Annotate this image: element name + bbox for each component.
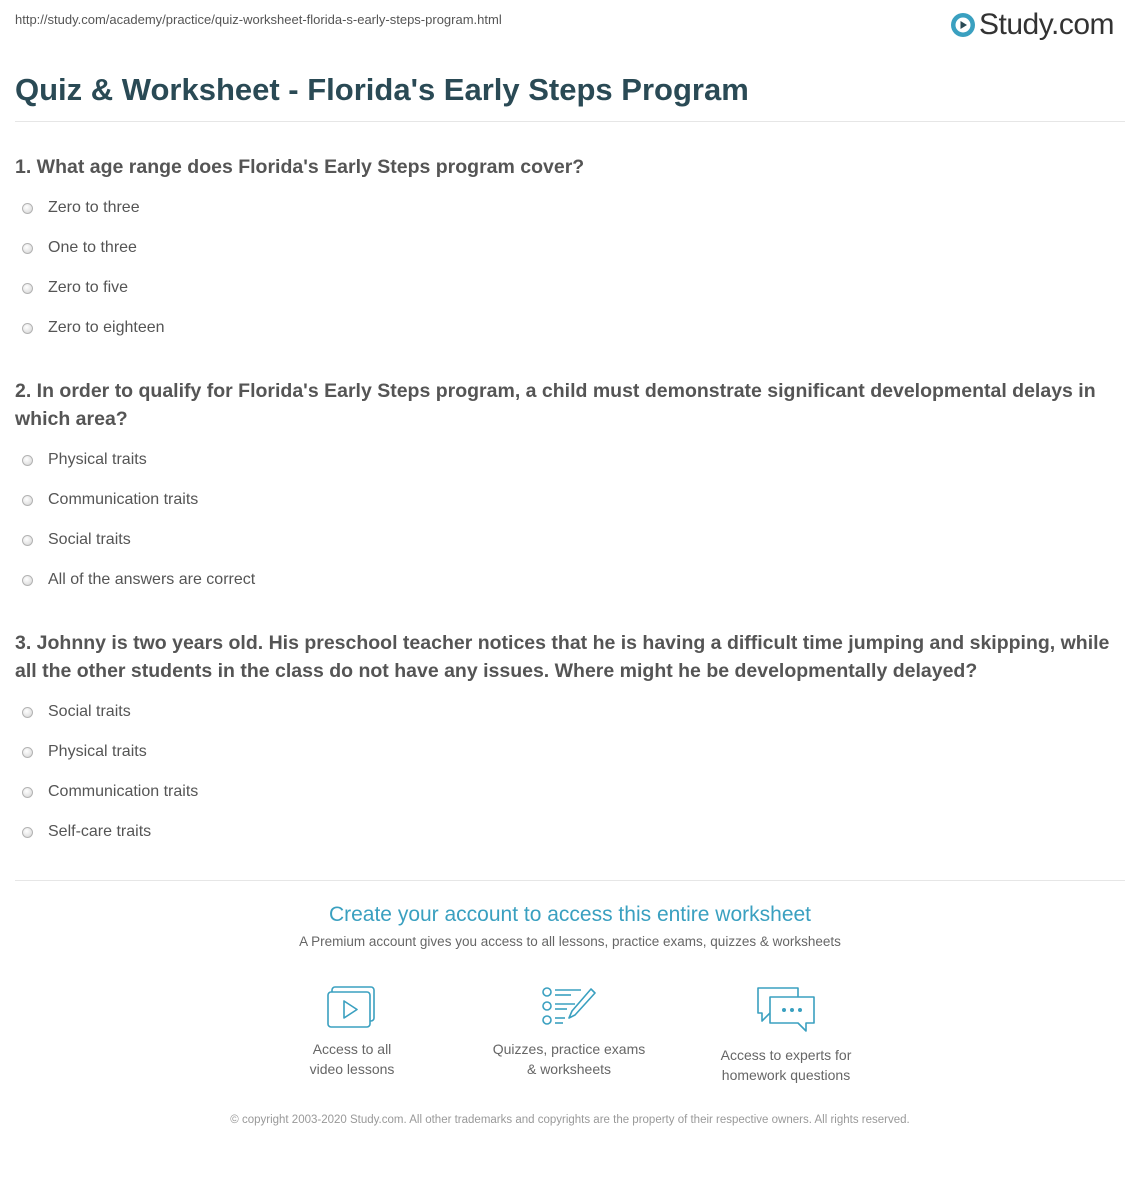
option-label: Zero to eighteen bbox=[48, 319, 165, 336]
study-logo[interactable] bbox=[950, 8, 1114, 42]
q3-option-2[interactable] bbox=[22, 742, 147, 762]
option-label: Physical traits bbox=[48, 451, 147, 468]
q1-option-4[interactable] bbox=[22, 318, 165, 338]
radio-button[interactable] bbox=[22, 243, 33, 254]
question-3: 3. Johnny is two years old. His preschool teacher notices that he is having a difficult time jumping and skipping, while all the other students in the class do not have any issues. Where might he be developmentally delayed? bbox=[15, 632, 1110, 682]
option-label: Communication traits bbox=[48, 783, 199, 800]
question-2: 2. In order to qualify for Florida's Early Steps program, a child must demonstrate significant developmental delays in which area? bbox=[15, 380, 1096, 430]
quiz-checklist-icon bbox=[541, 985, 597, 1029]
page-title: Quiz & Worksheet - Florida's Early Steps Program bbox=[15, 72, 749, 107]
option-label: Physical traits bbox=[48, 743, 147, 760]
question-1: 1. What age range does Florida's Early Steps program cover? bbox=[15, 156, 585, 178]
q3-option-1[interactable] bbox=[22, 702, 131, 722]
title-divider bbox=[15, 121, 1125, 122]
feature-label: Quizzes, practice exams & worksheets bbox=[492, 1041, 646, 1077]
q1-option-1[interactable] bbox=[22, 198, 140, 218]
radio-button[interactable] bbox=[22, 203, 33, 214]
radio-button[interactable] bbox=[22, 535, 33, 546]
create-account-link[interactable]: Create your account to access this entire worksheet bbox=[328, 903, 812, 926]
content-divider bbox=[15, 880, 1125, 881]
q3-option-3[interactable] bbox=[22, 782, 198, 802]
logo-text: Study.com bbox=[979, 8, 1114, 41]
copyright-notice: © copyright 2003-2020 Study.com. All other trademarks and copyrights are the property of their respective owners. All rights reserved. bbox=[230, 1114, 910, 1126]
option-label: All of the answers are correct bbox=[48, 571, 256, 588]
radio-button[interactable] bbox=[22, 495, 33, 506]
option-label: Social traits bbox=[48, 703, 131, 720]
feature-video-lessons bbox=[242, 985, 462, 1079]
q2-option-3[interactable] bbox=[22, 530, 131, 550]
q3-option-4[interactable] bbox=[22, 822, 151, 842]
q2-option-2[interactable] bbox=[22, 490, 198, 510]
q1-option-3[interactable] bbox=[22, 278, 128, 298]
radio-button[interactable] bbox=[22, 323, 33, 334]
video-lesson-icon bbox=[326, 985, 378, 1029]
feature-quizzes bbox=[459, 985, 679, 1079]
radio-button[interactable] bbox=[22, 575, 33, 586]
feature-experts bbox=[676, 985, 896, 1085]
option-label: Self-care traits bbox=[48, 823, 152, 840]
option-label: Zero to five bbox=[48, 279, 129, 296]
radio-button[interactable] bbox=[22, 787, 33, 798]
cta-subtitle: A Premium account gives you access to all lessons, practice exams, quizzes & worksheets bbox=[299, 934, 841, 949]
q2-option-1[interactable] bbox=[22, 450, 147, 470]
radio-button[interactable] bbox=[22, 283, 33, 294]
feature-label: Access to all video lessons bbox=[309, 1041, 395, 1077]
q1-option-2[interactable] bbox=[22, 238, 137, 258]
option-label: One to three bbox=[48, 239, 137, 256]
q2-option-4[interactable] bbox=[22, 570, 255, 590]
page-url: http://study.com/academy/practice/quiz-worksheet-florida-s-early-steps-program.html bbox=[15, 12, 502, 27]
feature-label: Access to experts for homework questions bbox=[720, 1047, 852, 1083]
option-label: Zero to three bbox=[48, 199, 140, 216]
radio-button[interactable] bbox=[22, 455, 33, 466]
top-bar bbox=[0, 0, 1140, 50]
radio-button[interactable] bbox=[22, 707, 33, 718]
option-label: Communication traits bbox=[48, 491, 199, 508]
logo-play-icon bbox=[950, 12, 976, 38]
option-label: Social traits bbox=[48, 531, 131, 548]
chat-bubbles-icon bbox=[754, 985, 818, 1035]
radio-button[interactable] bbox=[22, 747, 33, 758]
radio-button[interactable] bbox=[22, 827, 33, 838]
